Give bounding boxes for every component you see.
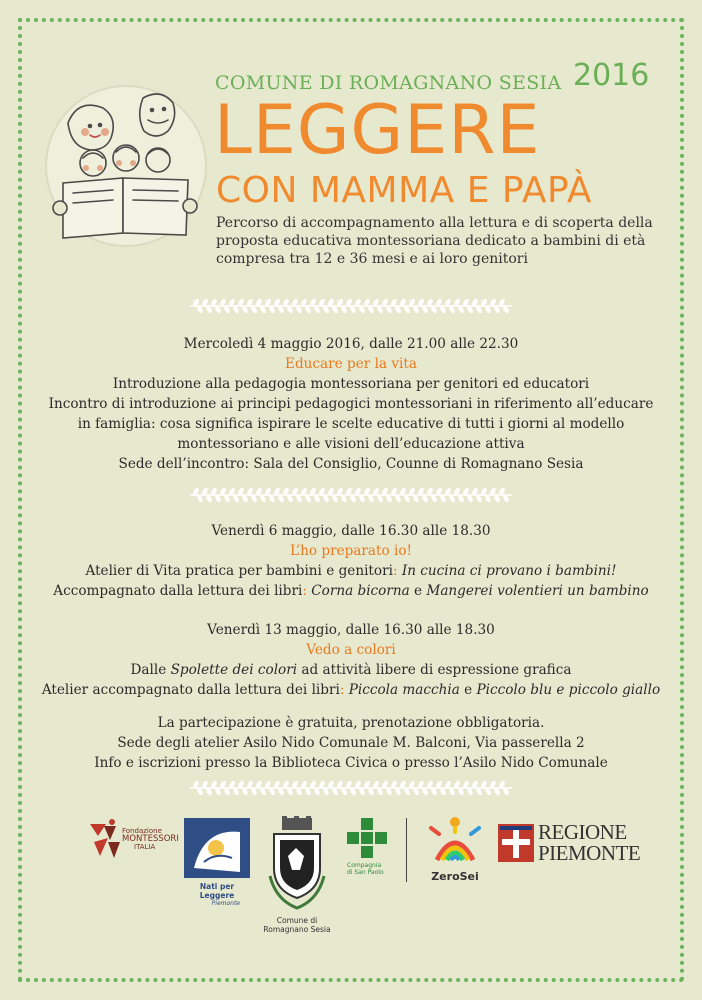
leaf-divider-2 [186,487,516,503]
event-3 [30,620,672,700]
event-1-title: Educare per la vita [285,356,417,372]
montessori-text-3: ITALIA [134,843,156,851]
event-2-line-1-text: Atelier di Vita pratica per bambini e genitori [85,563,393,579]
event-2-date: Venerdì 6 maggio, dalle 16.30 alle 18.30 [211,523,491,539]
book-piccola-macchia: Piccola macchia [348,682,460,698]
logo-regione-piemonte [498,820,641,866]
book-piccolo-blu: Piccolo blu e piccolo giallo [476,682,661,698]
logo-separator [406,818,407,882]
event-3-line-1-a: Dalle [130,662,167,678]
montessori-text-1: Fondazione [122,827,162,835]
logo-comune-romagnano [256,816,338,941]
montessori-text-2: MONTESSORI [122,834,179,844]
event-3-line-1-italic: Spolette dei colori [170,662,298,678]
event-2-line-2: Accompagnato dalla lettura dei libri: Corna bicorna e Mangerei volentieri un bambino [53,583,649,599]
nati-per-leggere-icon [184,818,250,878]
event-1 [30,334,672,474]
info-line-2: Sede degli atelier Asilo Nido Comunale M. Balconi, Via passerella 2 [117,735,585,751]
logo-nati-per-leggere [184,818,254,908]
zerosei-rainbow-icon [425,814,485,866]
title-leggere: LEGGERE [214,91,541,170]
event-1-date: Mercoledì 4 maggio 2016, dalle 21.00 alle 22.30 [183,336,519,352]
event-1-line-1: Introduzione alla pedagogia montessoriana per genitori ed educatori [112,376,590,392]
title-mamma-papa: CON MAMMA E PAPÀ [216,170,592,211]
san-paolo-text-2: di San Paolo [347,869,384,876]
event-2-line-1: Atelier di Vita pratica per bambini e genitori: In cucina ci provano i bambini! [85,563,617,579]
event-2 [30,521,672,601]
san-paolo-text-1: Compagnia [347,862,382,869]
event-3-line-1 [30,660,672,680]
leaf-divider-1 [186,298,516,314]
book-mangerei: Mangerei volentieri un bambino [426,583,649,599]
comune-logo-text-1: Comune di [276,916,318,925]
event-2-line-1-italic: In cucina ci provano i bambini! [401,563,617,579]
event-2-line-2-text: Accompagnato dalla lettura dei libri [53,583,303,599]
zerosei-text: ZeroSei [431,870,479,883]
event-3-date: Venerdì 13 maggio, dalle 16.30 alle 18.30 [207,622,495,638]
info-line-1: La partecipazione è gratuita, prenotazione obbligatoria. [157,715,545,731]
event-3-title: Vedo a colori [306,642,396,658]
coat-of-arms-icon [266,816,328,912]
regione-text-2: PIEMONTE [538,841,641,865]
family-reading-illustration [38,78,213,248]
info-line-3: Info e iscrizioni presso la Biblioteca Civica o presso l’Asilo Nido Comunale [94,755,608,771]
municipality-heading: COMUNE DI ROMAGNANO SESIA [215,72,562,94]
logo-compagnia-san-paolo [347,818,399,888]
event-2-title: L’ho preparato io! [290,543,412,559]
san-paolo-cross-icon [347,818,387,858]
year-label: 2016 [573,58,650,93]
logo-zerosei [422,814,488,886]
logo-fondazione-montessori [86,818,186,868]
regione-shield-icon [498,824,534,862]
comune-logo-text-2: Romagnano Sesia [263,925,331,934]
event-1-line-4: montessoriano e alle visioni dell’educazione attiva [177,436,525,452]
conjunction: e [414,583,423,599]
event-3-line-1-c: ad attività libere di espressione grafica [301,662,572,678]
event-1-line-3: in famiglia: cosa significa ispirare le scelte educative di tutti i giorni al modello [77,416,625,432]
event-1-line-2: Incontro di introduzione ai principi pedagogici montessoriani in riferimento all’educare [48,396,654,412]
event-3-line-2-text: Atelier accompagnato dalla lettura dei libri [41,682,340,698]
npl-text-1: Nati per Leggere [199,882,235,900]
conjunction-2: e [464,682,473,698]
npl-text-2: Piemonte [211,900,240,907]
event-3-line-2: Atelier accompagnato dalla lettura dei libri: Piccola macchia e Piccolo blu e piccolo giallo [41,682,661,698]
regione-text-1: REGIONE [538,820,627,844]
book-corna-bicorna: Corna bicorna [311,583,410,599]
intro-text: Percorso di accompagnamento alla lettura e di scoperta della proposta educativa montessoriana dedicato a bambini di età compresa tra 12 e 36 mesi e ai loro genitori [216,215,653,267]
event-1-venue: Sede dell’incontro: Sala del Consiglio, Counne di Romagnano Sesia [118,456,584,472]
info-block [30,713,672,773]
leaf-divider-3 [186,780,516,796]
